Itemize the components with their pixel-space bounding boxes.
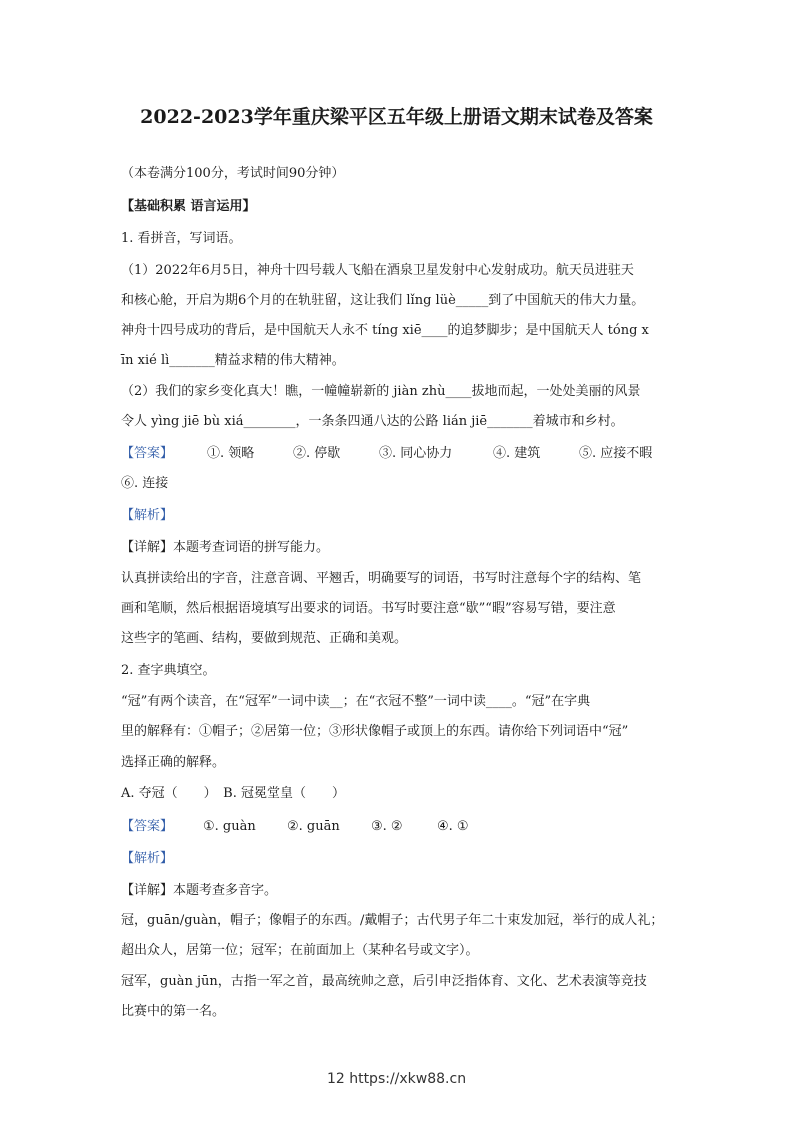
answer-item: ②. 停歇 — [293, 446, 341, 461]
answer-label: 【答案】 — [121, 446, 174, 461]
explanation-line: 认真拼读给出的字音，注意音调、平翘舌，明确要写的词语，书写时注意每个字的结构、笔 — [121, 571, 642, 586]
question-1-text-line: 令人 yìng jiē bù xiá________，一条条四通八达的公路 lián jiē_______着城市和乡村。 — [121, 414, 624, 429]
answer-item: ⑥. 连接 — [121, 476, 169, 491]
question-2-text-line: “冠”有两个读音，在“冠军”一词中读__；在“衣冠不整”一词中读____。“冠”在字典 — [121, 694, 591, 709]
section-heading: 【基础积累 语言运用】 — [121, 199, 256, 214]
page-footer: 12 https://xkw88.cn — [326, 1071, 467, 1087]
explanation-line: 冠军，guàn jūn，古指一军之首，最高统帅之意，后引申泛指体育、文化、艺术表演等竞技 — [121, 974, 647, 989]
question-1-text-line: （2）我们的家乡变化真大！瞧，一幢幢崭新的 jiàn zhù____拔地而起，一处处美丽的风景 — [121, 384, 641, 399]
question-2-heading: 2. 查字典填空。 — [121, 663, 216, 678]
page-title: 2022-2023学年重庆梁平区五年级上册语文期末试卷及答案 — [140, 106, 653, 128]
question-2-options: A. 夺冠（ ） B. 冠冕堂皇（ ） — [121, 786, 345, 801]
explanation-line: 比赛中的第一名。 — [121, 1004, 226, 1019]
question-1-heading: 1. 看拼音，写词语。 — [121, 231, 242, 246]
answer-item: ①. guàn — [203, 819, 256, 834]
explanation-line: 冠，guān/guàn，帽子；像帽子的东西。/戴帽子；古代男子年二十束发加冠，举行的成人礼； — [121, 913, 664, 928]
answer-line — [121, 818, 469, 836]
analysis-label: 【解析】 — [121, 508, 174, 523]
answer-item: ①. 领略 — [207, 446, 255, 461]
question-1-text-line: （1）2022年6月5日，神舟十四号载人飞船在酒泉卫星发射中心发射成功。航天员进驻天 — [121, 263, 634, 278]
detail-line: 【详解】本题考查多音字。 — [121, 883, 278, 898]
detail-line: 【详解】本题考查词语的拼写能力。 — [121, 540, 330, 555]
explanation-line: 超出众人，居第一位；冠军；在前面加上（某种名号或文字）。 — [121, 943, 479, 958]
question-2-text-line: 里的解释有：①帽子；②居第一位；③形状像帽子或顶上的东西。请你给下列词语中“冠” — [121, 724, 629, 739]
analysis-label: 【解析】 — [121, 851, 174, 866]
answer-item: ④. 建筑 — [493, 446, 541, 461]
answer-item: ③. 同心协力 — [379, 446, 453, 461]
explanation-line: 这些字的笔画、结构，要做到规范、正确和美观。 — [121, 631, 408, 646]
question-1-text-line: īn xié lì_______精益求精的伟大精神。 — [121, 353, 345, 368]
question-1-text-line: 神舟十四号成功的背后，是中国航天人永不 tíng xiē____的追梦脚步；是中国航天人 tóng x — [121, 323, 649, 338]
answer-item: ④. ① — [437, 819, 469, 834]
question-1-text-line: 和核心舱，开启为期6个月的在轨驻留，这让我们 lǐng lüè_____到了中国航天的伟大力量。 — [121, 293, 645, 308]
answer-label: 【答案】 — [121, 819, 174, 834]
answer-item: ②. guān — [287, 819, 340, 834]
question-2-text-line: 选择正确的解释。 — [121, 755, 226, 770]
exam-intro: （本卷满分100分，考试时间90分钟） — [121, 166, 345, 181]
answer-line — [121, 445, 652, 463]
answer-item: ⑤. 应接不暇 — [579, 446, 653, 461]
explanation-line: 画和笔顺，然后根据语境填写出要求的词语。书写时要注意“歇”“暇”容易写错，要注意 — [121, 601, 616, 616]
answer-item: ③. ② — [371, 819, 403, 834]
